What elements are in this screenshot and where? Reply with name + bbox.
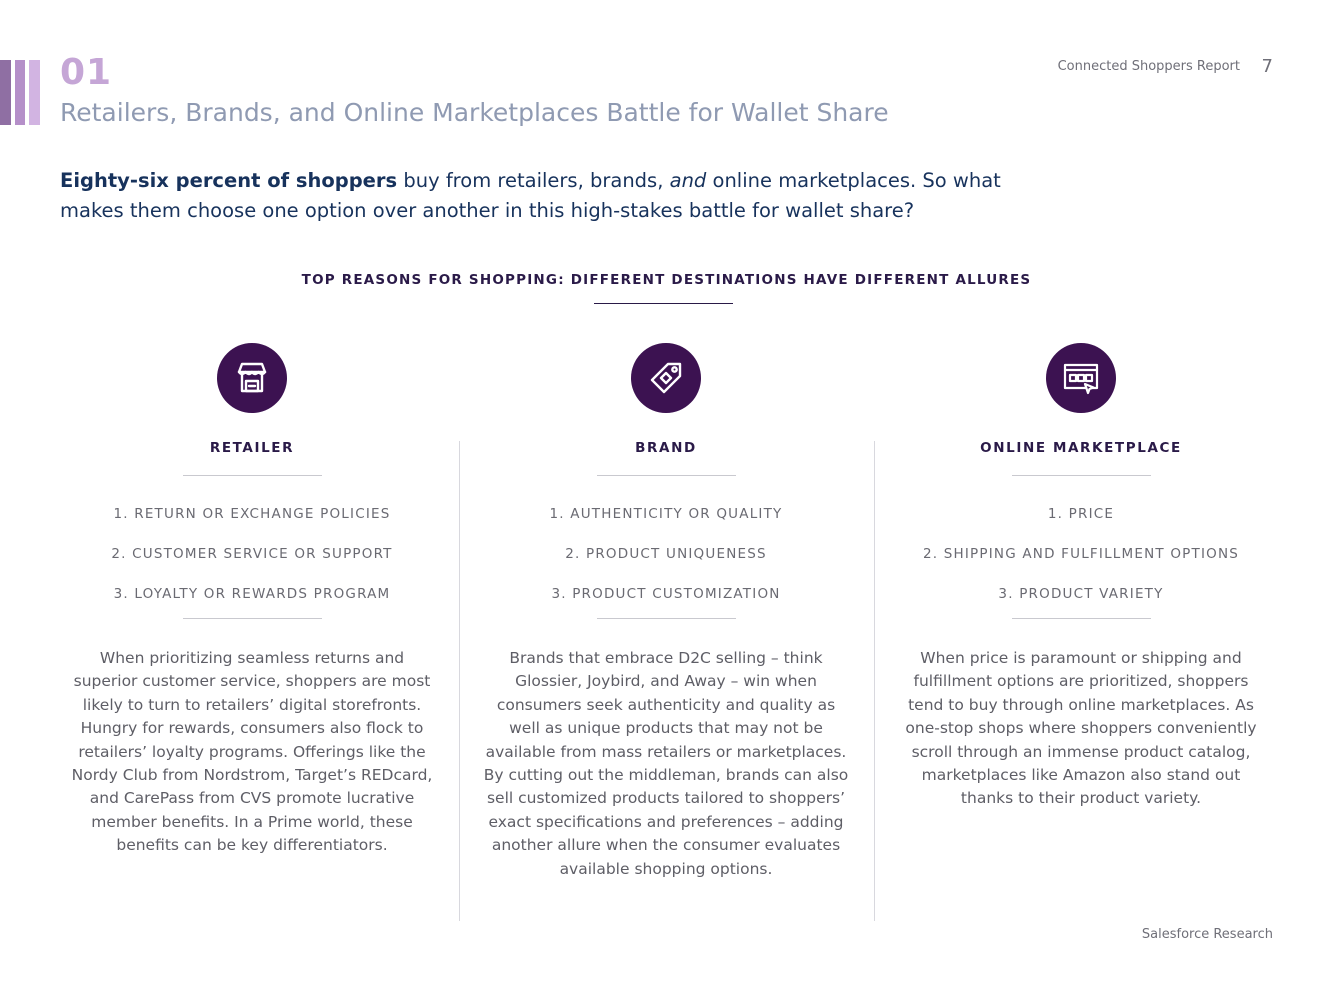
reasons-list	[896, 506, 1266, 616]
intro-bold-text: Eighty-six percent of shoppers	[60, 169, 398, 192]
online-marketplace-column	[896, 343, 1266, 811]
reason-item: 2. CUSTOMER SERVICE OR SUPPORT	[111, 546, 393, 562]
column-rule	[597, 475, 736, 476]
brand-column	[481, 343, 851, 881]
section-title: Retailers, Brands, and Online Marketplaces Battle for Wallet Share	[60, 98, 889, 127]
column-rule	[1012, 618, 1151, 619]
column-rule	[183, 475, 322, 476]
reason-item: 3. PRODUCT CUSTOMIZATION	[551, 586, 781, 602]
reason-item: 1. AUTHENTICITY OR QUALITY	[549, 506, 783, 522]
section-accent-bars	[0, 60, 40, 125]
column-rule	[183, 618, 322, 619]
column-divider	[459, 441, 460, 921]
retailer-column	[67, 343, 437, 858]
column-body: When price is paramount or shipping and fulfillment options are prioritized, shoppers tend to buy through online marketplaces. As one-stop shops where shoppers conveniently scroll through an immense product catalog, marketplaces like Amazon also stand out thanks to their product variety.	[905, 649, 1257, 808]
online-shop-window-icon	[1046, 343, 1116, 413]
reason-item: 3. LOYALTY OR REWARDS PROGRAM	[113, 586, 391, 602]
column-body: Brands that embrace D2C selling – think Glossier, Joybird, and Away – win when consumers seek authenticity and quality as well as unique products that may not be available from mass retailers or marketplaces. By cutting out the middleman, brands can also sell customized products tailored to shoppers’ exact specifications and preferences – adding another allure when the consumer evaluates available shopping options.	[483, 649, 849, 878]
intro-text-part2: online marketplaces. So what makes them choose one option over another in this high-stakes battle for wallet share?	[60, 169, 1001, 222]
column-rule	[597, 618, 736, 619]
reason-item: 3. PRODUCT VARIETY	[998, 586, 1164, 602]
column-heading: ONLINE MARKETPLACE	[980, 440, 1182, 456]
storefront-icon	[217, 343, 287, 413]
page-number: 7	[1261, 56, 1273, 77]
reason-item: 2. PRODUCT UNIQUENESS	[565, 546, 767, 562]
reason-item: 1. PRICE	[1047, 506, 1115, 522]
reason-item: 2. SHIPPING AND FULFILLMENT OPTIONS	[922, 546, 1240, 562]
column-heading: BRAND	[635, 440, 697, 456]
intro-text-part1: buy from retailers, brands,	[397, 169, 670, 192]
column-divider	[874, 441, 875, 921]
reasons-list	[481, 506, 851, 616]
title-underline	[594, 303, 733, 304]
column-body: When prioritizing seamless returns and superior customer service, shoppers are most likely to turn to retailers’ digital storefronts. Hungry for rewards, consumers also flock to retailers’ loyalty programs. Offerings like the Nordy Club from Nordstrom, Target’s REDcard, and CarePass from CVS promote lucrative member benefits. In a Prime world, these benefits can be key differentiators.	[71, 649, 433, 855]
column-heading: RETAILER	[209, 440, 295, 456]
price-tag-icon	[631, 343, 701, 413]
report-name: Connected Shoppers Report	[1057, 59, 1240, 74]
reasons-list	[67, 506, 437, 616]
intro-paragraph	[60, 166, 1070, 226]
infographic-title: TOP REASONS FOR SHOPPING: DIFFERENT DESTINATIONS HAVE DIFFERENT ALLURES	[301, 272, 1032, 288]
section-number: 01	[60, 52, 113, 93]
intro-italic-text: and	[669, 169, 707, 192]
column-rule	[1012, 475, 1151, 476]
reason-item: 1. RETURN OR EXCHANGE POLICIES	[113, 506, 391, 522]
footer-source: Salesforce Research	[1141, 927, 1273, 942]
